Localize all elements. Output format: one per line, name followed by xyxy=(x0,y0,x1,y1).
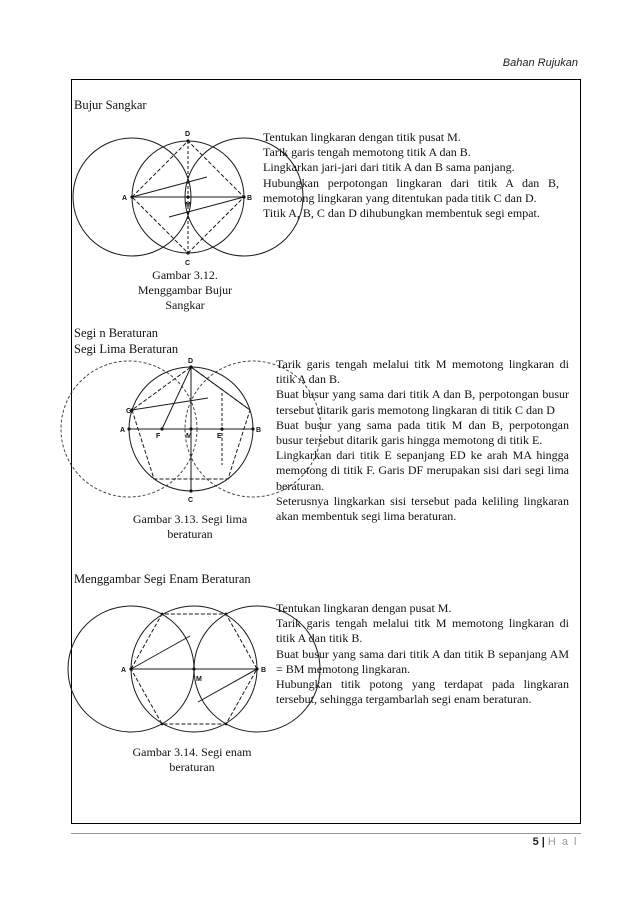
point-label-c: C xyxy=(185,260,191,267)
point-label-a: A xyxy=(121,667,127,674)
point-label-b: B xyxy=(247,195,253,202)
point-label-a: A xyxy=(122,195,128,202)
steps-square xyxy=(263,130,559,221)
point-label-a: A xyxy=(120,427,126,434)
page-footer xyxy=(533,836,578,848)
footer-label: H a l xyxy=(547,836,578,848)
point-label-b: B xyxy=(256,427,262,434)
point-label-e: E xyxy=(217,433,222,440)
step-text: Buat busur yang sama pada titik M dan B, perpotongan busur tersebut ditarik garis hingga memotong di titik E. xyxy=(276,417,569,448)
step-text: Tarik garis tengah melalui titk M memotong lingkaran di titik A dan B. xyxy=(276,357,569,387)
point-label-m: M xyxy=(185,202,191,209)
step-text: Tarik garis tengah memotong titik A dan B. xyxy=(263,145,471,160)
step-text: Titik A, B, C dan D dihubungkan membentuk segi empat. xyxy=(263,206,540,221)
point-label-f: F xyxy=(156,433,161,440)
caption-figure-3-13: Gambar 3.13. Segi lima beraturan xyxy=(132,512,248,542)
section-subtitle-pentagon: Segi Lima Beraturan xyxy=(74,342,179,356)
header-note: Bahan Rujukan xyxy=(502,57,578,69)
point-label-d: D xyxy=(185,131,191,138)
step-text: Tarik garis tengah melalui titk M memotong lingkaran di titik A dan titik B. xyxy=(276,616,569,646)
figure-hexagon-construction xyxy=(118,594,268,744)
point-label-g: G xyxy=(126,408,132,415)
figure-square-construction xyxy=(118,125,268,270)
step-text: Buat busur yang sama dari titik A dan titik B sepanjang AM = BM memotong lingkaran. xyxy=(276,646,569,676)
step-text: Seterusnya lingkarkan sisi tersebut pada keliling lingkaran akan membentuk segi lima beraturan. xyxy=(276,493,569,524)
step-text: Tentukan lingkaran dengan titik pusat M. xyxy=(263,130,461,144)
steps-hexagon xyxy=(276,601,569,707)
footer-separator: | xyxy=(541,836,545,848)
step-text: Lingkarkan jari-jari dari titik A dan B sama panjang. xyxy=(263,160,515,175)
step-text: Hubungkan titik potong yang terdapat pada lingkaran tersebut, sehingga tergambarlah segi enam beraturan. xyxy=(276,677,569,707)
point-label-d: D xyxy=(188,358,194,365)
section-title-polygon: Segi n Beraturan xyxy=(74,326,159,340)
step-text: Hubungkan perpotongan lingkaran dari titik A dan B, memotong lingkaran yang ditentukan pada titik C dan D. xyxy=(263,175,559,205)
steps-pentagon xyxy=(276,357,569,524)
step-text: Lingkarkan dari titik E sepanjang ED ke arah MA hingga memotong di titik F. Garis DF merupakan sisi dari segi lima beraturan. xyxy=(276,448,569,493)
caption-figure-3-14: Gambar 3.14. Segi enam beraturan xyxy=(132,745,252,775)
step-text: Buat busur yang sama dari titik A dan B, perpotongan busur tersebut ditarik garis memotong lingkaran di titik C dan D xyxy=(276,387,569,417)
point-label-m: M xyxy=(196,676,202,683)
point-label-c: C xyxy=(188,497,194,504)
section-title-square: Bujur Sangkar xyxy=(74,98,147,112)
point-label-m: M xyxy=(186,433,192,440)
point-label-b: B xyxy=(261,667,267,674)
caption-figure-3-12: Gambar 3.12. Menggambar Bujur Sangkar xyxy=(137,268,233,313)
page-number: 5 xyxy=(532,836,539,848)
footer-divider xyxy=(71,833,581,834)
figure-pentagon-construction xyxy=(118,358,268,508)
section-title-hexagon: Menggambar Segi Enam Beraturan xyxy=(74,572,251,586)
step-text: Tentukan lingkaran dengan pusat M. xyxy=(276,601,452,615)
